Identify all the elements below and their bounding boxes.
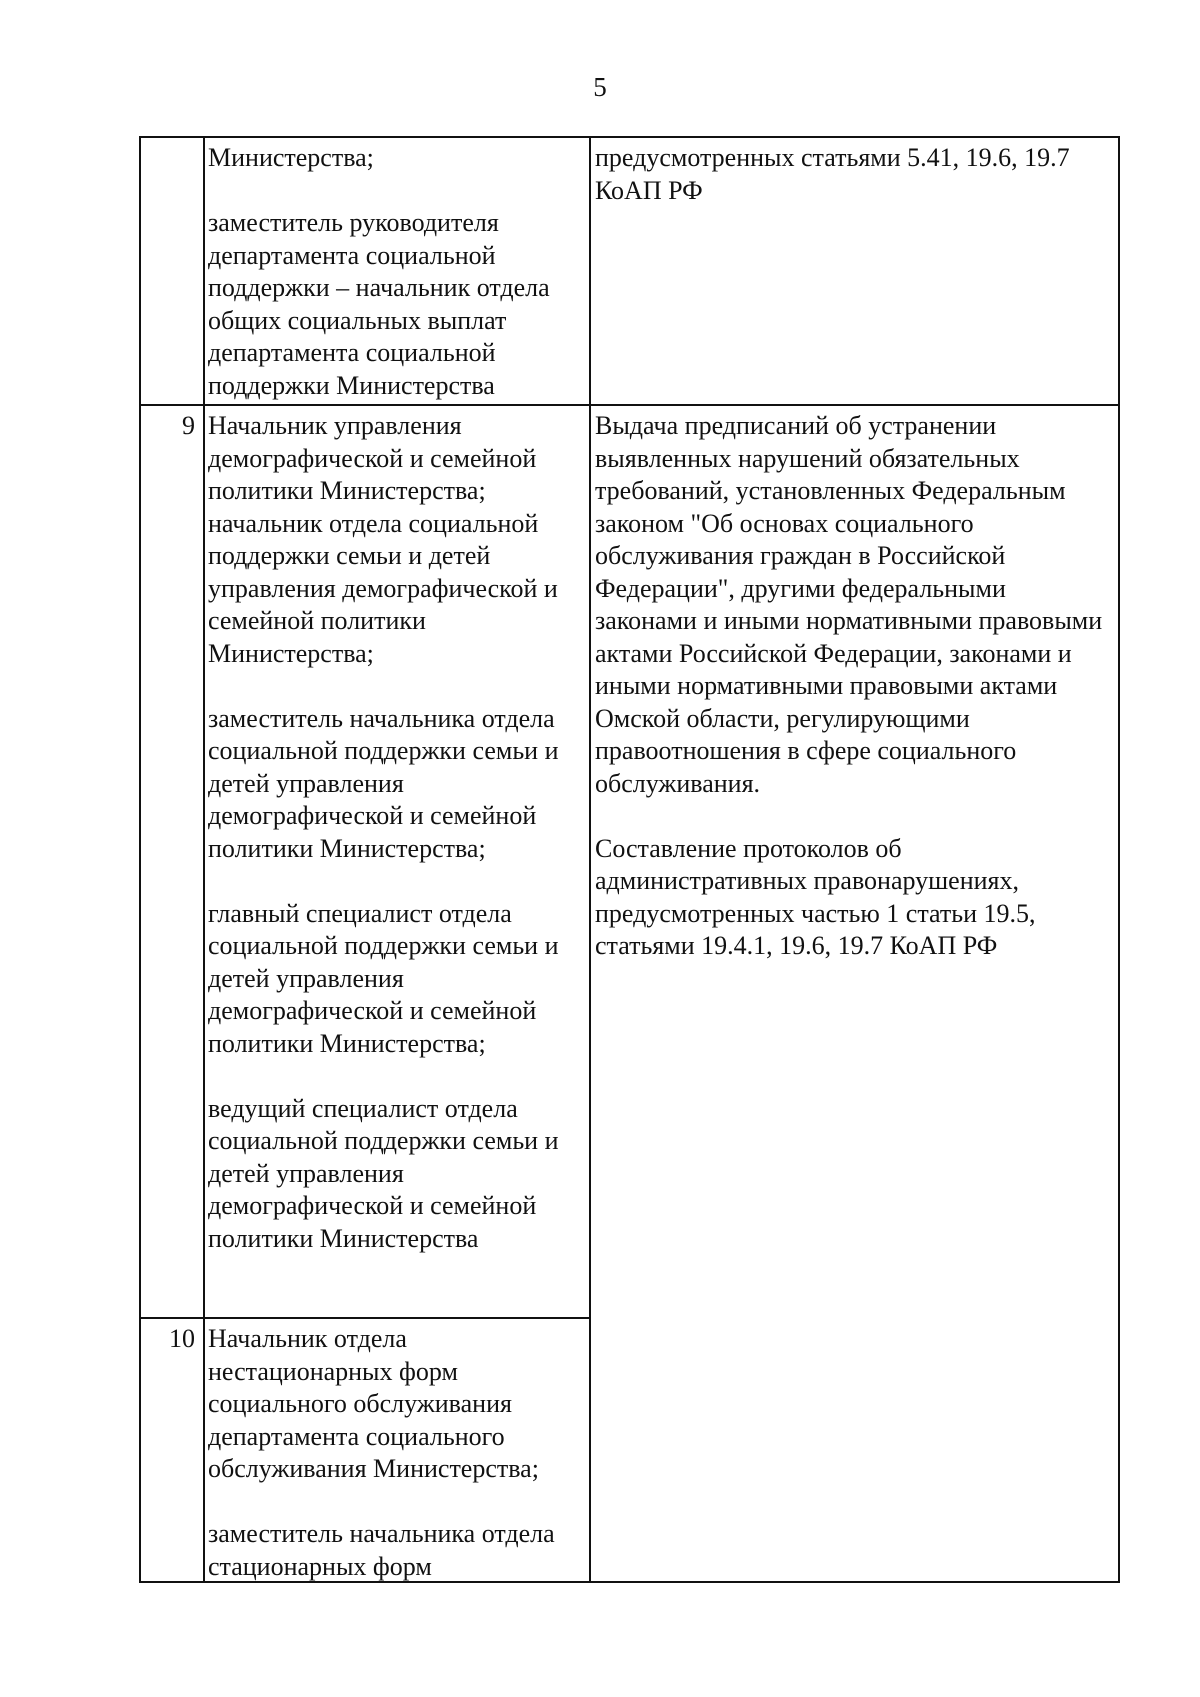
position-text: главный специалист отдела социальной поддержки семьи и детей управления демографической и семейной политики Министерства; — [208, 898, 559, 1058]
row-number: 9 — [139, 406, 203, 1317]
position-text: заместитель начальника отдела стационарных форм — [208, 1519, 555, 1581]
position-text: ведущий специалист отдела социальной поддержки семьи и детей управления демографической и семейной политики Министерства — [208, 1093, 559, 1253]
position-text: Начальник отдела нестационарных форм социального обслуживания департамента социального обслуживания Министерства; — [208, 1324, 539, 1483]
responsibilities-table — [139, 136, 1120, 1583]
positions-cell — [203, 406, 589, 1317]
description-text: Составление протоколов об административных правонарушениях, предусмотренных частью 1 статьи 19.5, статьями 19.4.1, 19.6, 19.7 КоАП РФ — [595, 833, 1036, 960]
position-text: заместитель начальника отдела социальной поддержки семьи и детей управления демографической и семейной политики Министерства; — [208, 703, 559, 863]
description-text: предусмотренных статьями 5.41, 19.6, 19.7 КоАП РФ — [595, 143, 1070, 205]
row-number: 10 — [139, 1317, 203, 1581]
table-row-continuation — [139, 136, 1120, 404]
table-row-10 — [139, 1317, 1120, 1583]
description-cell — [589, 138, 1120, 404]
row-number — [139, 138, 203, 404]
position-text: заместитель руководителя департамента социальной поддержки – начальник отдела общих социальных выплат департамента социальной поддержки Министерства — [208, 208, 550, 400]
positions-cell — [203, 138, 589, 404]
table-row-9 — [139, 404, 1120, 1317]
position-text: Начальник управления демографической и семейной политики Министерства; начальник отдела социальной поддержки семьи и детей управления демографической и семейной политики Министерства; — [208, 411, 558, 668]
position-text: Министерства; — [208, 143, 374, 172]
description-text: Выдача предписаний об устранении выявленных нарушений обязательных требований, установленных Федеральным законом "Об основах социального обслуживания граждан в Российской Федерации", другими федеральными законами и иными нормативными правовыми актами Российской Федерации, законами и иными нормативными правовыми актами Омской области, регулирующими правоотношения в сфере социального обслуживания. — [595, 411, 1103, 798]
page-number: 5 — [593, 72, 607, 102]
description-cell — [589, 1317, 1120, 1581]
description-cell — [589, 406, 1120, 1317]
positions-cell — [203, 1317, 589, 1581]
